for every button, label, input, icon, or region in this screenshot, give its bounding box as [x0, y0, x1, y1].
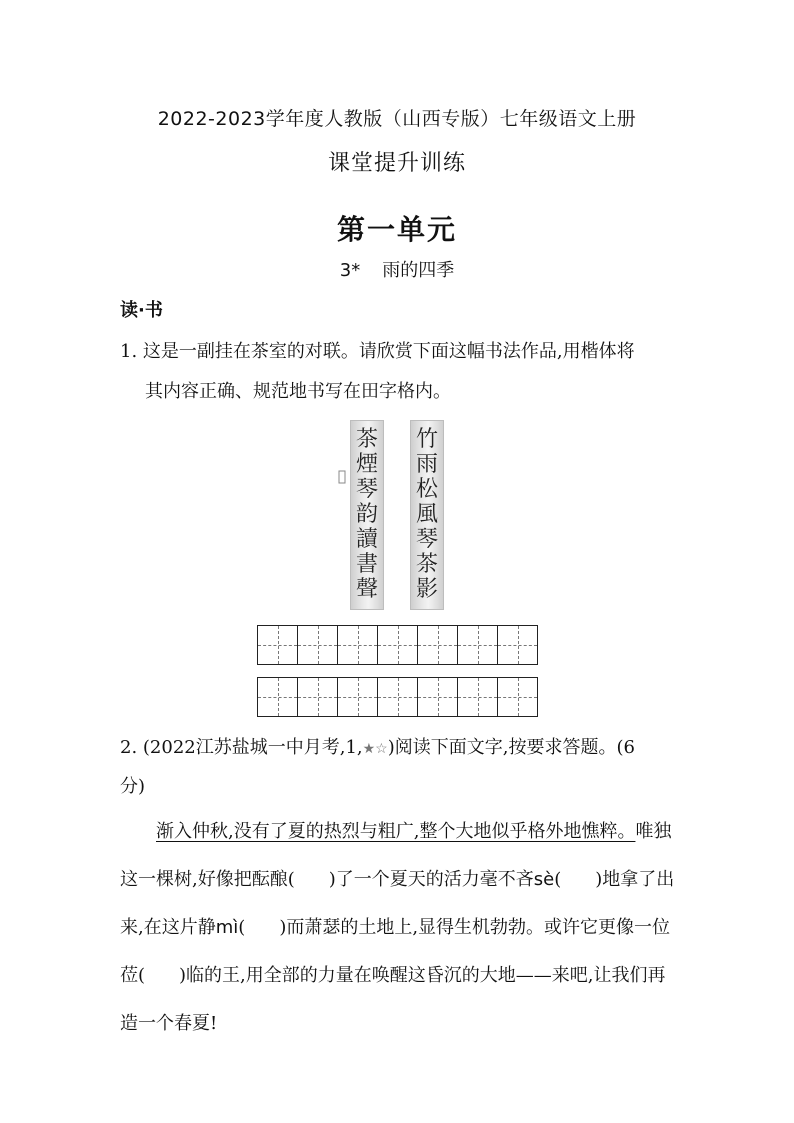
- tianzige-cell[interactable]: [338, 677, 378, 717]
- tianzige-cell[interactable]: [258, 677, 298, 717]
- question-2-line-2: 分): [120, 776, 146, 797]
- lesson-heading: [0, 256, 794, 282]
- couplet-char: 茶: [355, 426, 378, 452]
- tianzige-cell[interactable]: [298, 677, 338, 717]
- section-heading: 读·书: [120, 300, 163, 321]
- couplet-char: 雨: [415, 451, 438, 477]
- passage-text: (: [554, 869, 562, 890]
- couplet-char: 書: [355, 552, 378, 578]
- couplet-char: 茶: [415, 552, 438, 578]
- passage-text: )了一个夏天的活力毫不吝: [328, 869, 534, 890]
- couplet-char: 煙: [355, 451, 378, 477]
- tianzige-cell[interactable]: [378, 625, 418, 665]
- tianzige-row-1: [257, 625, 538, 665]
- seal-stamp: [338, 470, 346, 484]
- pinyin: sè: [533, 869, 555, 890]
- couplet-char: 風: [415, 501, 438, 527]
- tianzige-cell[interactable]: [418, 625, 458, 665]
- passage-text: )而萧瑟的土地上,显得生机勃勃。或许它更像一位莅(: [120, 917, 671, 986]
- lesson-number: 3*: [339, 260, 361, 281]
- question-1-line-1: 1. 这是一副挂在茶室的对联。请欣赏下面这幅书法作品,用楷体将: [120, 341, 635, 362]
- tianzige-cell[interactable]: [418, 677, 458, 717]
- passage-text: (: [238, 917, 246, 938]
- question-1: [120, 332, 680, 412]
- passage-text: )临的王,用全部的力量在唤醒这昏沉的大地——来吧,让我们再造一个春夏!: [120, 965, 666, 1034]
- tianzige-cell[interactable]: [378, 677, 418, 717]
- tianzige-cell[interactable]: [498, 625, 538, 665]
- couplet-char: 竹: [415, 426, 438, 452]
- tianzige-cell[interactable]: [498, 677, 538, 717]
- couplet-char: 讀: [355, 527, 378, 553]
- tianzige-cell[interactable]: [458, 677, 498, 717]
- tianzige-cell[interactable]: [298, 625, 338, 665]
- underlined-sentence: 渐入仲秋,没有了夏的热烈与粗广,整个大地似乎格外地憔粹。: [156, 821, 636, 842]
- couplet-char: 韵: [355, 501, 378, 527]
- couplet-char: 琴: [415, 527, 438, 553]
- question-1-line-2: 其内容正确、规范地书写在田字格内。: [145, 381, 451, 402]
- couplet-scroll-left: [350, 420, 384, 610]
- unit-heading: 第一单元: [336, 213, 457, 246]
- lesson-title: 雨的四季: [382, 260, 455, 281]
- passage-text: 唯独这一棵树,好像把酝酿(: [120, 821, 672, 890]
- pinyin: mì: [215, 917, 239, 938]
- passage-text: )地拿了出来,在这片静: [120, 869, 675, 938]
- couplet-scroll-right: [410, 420, 444, 610]
- tianzige-cell[interactable]: [458, 625, 498, 665]
- document-subtitle: 课堂提升训练: [327, 151, 466, 176]
- question-2-prefix: 2. (2022江苏盐城一中月考,1,: [120, 737, 363, 758]
- couplet-char: 影: [415, 577, 438, 603]
- reading-passage: [120, 808, 680, 1048]
- couplet-char: 琴: [355, 476, 378, 502]
- document-title: 2022-2023学年度人教版（山西专版）七年级语文上册: [157, 108, 637, 130]
- tianzige-row-2: [257, 677, 538, 717]
- question-2-suffix: )阅读下面文字,按要求答题。(6: [387, 737, 635, 758]
- difficulty-star-icon: ★☆: [362, 741, 388, 757]
- couplet-char: 聲: [355, 577, 378, 603]
- question-2: [120, 729, 680, 806]
- tianzige-cell[interactable]: [258, 625, 298, 665]
- tianzige-cell[interactable]: [338, 625, 378, 665]
- couplet-char: 松: [415, 476, 438, 502]
